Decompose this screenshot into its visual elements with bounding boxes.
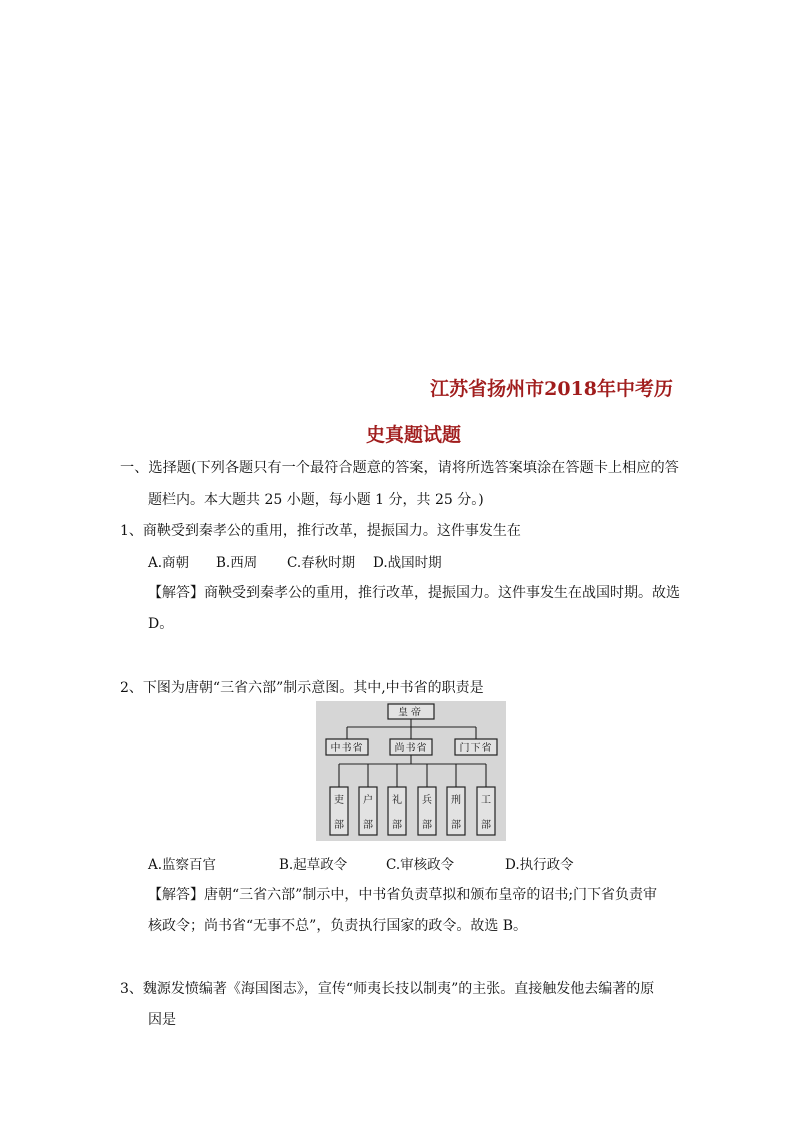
question-3-stem-line-2: 因是: [148, 1012, 176, 1028]
question-1-answer-line-2: D。: [148, 616, 174, 632]
diagram-chancellery-label: 门下省: [459, 743, 493, 754]
diagram-secretariat-label: 中书省: [330, 743, 364, 754]
section-instructions-line-1: 一、选择题(下列各题只有一个最符合题意的答案，请将所选答案填涂在答题卡上相应的答: [120, 460, 679, 476]
question-2-stem: 2、下图为唐朝“三省六部”制示意图。其中,中书省的职责是: [120, 680, 484, 696]
three-departments-six-ministries-diagram: [316, 701, 506, 841]
question-2-answer-line-2: 核政令；尚书省“无事不总”，负责执行国家的政令。故选 B。: [148, 918, 528, 934]
diagram-ministry-rites-char-2: 部: [392, 820, 402, 831]
diagram-ministry-justice-char-1: 刑: [451, 795, 461, 806]
diagram-ministry-personnel-char-2: 部: [334, 820, 344, 831]
diagram-top-label: 皇帝: [398, 707, 424, 719]
diagram-ministry-war-char-2: 部: [422, 820, 432, 831]
question-1-option-c: C.春秋时期: [287, 555, 356, 571]
question-2-option-d: D.执行政令: [505, 857, 574, 873]
diagram-ministry-revenue-char-2: 部: [363, 820, 373, 831]
question-1-answer-line-1: 【解答】商鞅受到秦孝公的重用，推行改革，提振国力。这件事发生在战国时期。故选: [148, 585, 680, 601]
title-line-2: 史真题试题: [366, 424, 462, 446]
question-2-option-a: A.监察百官: [148, 857, 217, 873]
diagram-department-of-state-label: 尚书省: [394, 743, 428, 754]
diagram-ministry-war-char-1: 兵: [422, 795, 432, 806]
question-2-option-b: B.起草政令: [279, 857, 348, 873]
question-3-stem-line-1: 3、魏源发愤编著《海国图志》，宣传“师夷长技以制夷”的主张。直接触发他去编著的原: [120, 981, 655, 997]
question-2-option-c: C.审核政令: [386, 857, 455, 873]
question-1-option-a: A.商朝: [148, 555, 190, 571]
question-2-answer-line-1: 【解答】唐朝“三省六部”制示中，中书省负责草拟和颁布皇帝的诏书;门下省负责审: [148, 887, 658, 903]
diagram-ministry-personnel-char-1: 吏: [334, 795, 344, 806]
section-instructions-line-2: 题栏内。本大题共 25 小题，每小题 1 分，共 25 分。): [148, 492, 484, 508]
diagram-ministry-justice-char-2: 部: [451, 820, 461, 831]
title-line-1: 江苏省扬州市2018年中考历: [430, 378, 673, 400]
question-1-option-b: B.西周: [216, 555, 258, 571]
diagram-ministry-works-char-1: 工: [481, 795, 491, 806]
question-1-option-d: D.战国时期: [373, 555, 442, 571]
diagram-ministry-works-char-2: 部: [481, 820, 491, 831]
question-1-stem: 1、商鞅受到秦孝公的重用，推行改革，提振国力。这件事发生在: [120, 523, 521, 539]
diagram-ministry-revenue-char-1: 户: [363, 795, 373, 806]
diagram-ministry-rites-char-1: 礼: [392, 795, 402, 806]
